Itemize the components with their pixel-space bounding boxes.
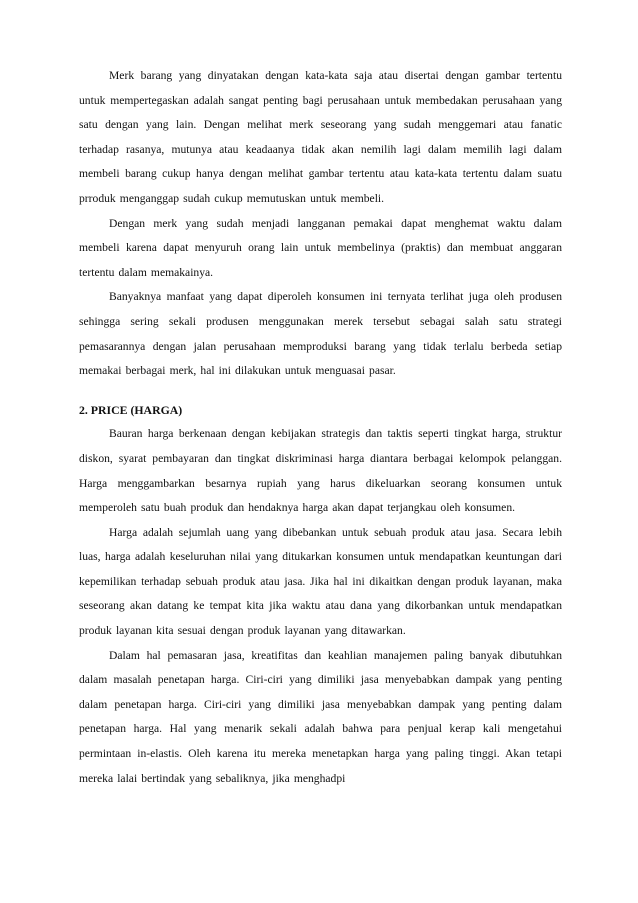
paragraph-merk-definition: Merk barang yang dinyatakan dengan kata-kata saja atau disertai dengan gambar tertentu untuk mempertegaskan adalah sangat penting bagi perusahaan untuk membedakan perusahaan yang satu dengan yang lain. Dengan melihat merk seseorang yang sudah menggemari atau fanatic terhadap rasanya, mutunya atau keadaanya tidak akan nemilih lagi dalam memilih lagi dalam membeli barang cukup hanya dengan melihat gambar tertentu atau kata-kata tertentu dalam suatu prroduk menganggap sudah cukup memutuskan untuk membeli. xyxy=(79,69,562,205)
paragraph-merk-benefit: Dengan merk yang sudah menjadi langganan pemakai dapat menghemat waktu dalam membeli karena dapat menyuruh orang lain untuk membelinya (praktis) dan membuat anggaran tertentu dalam memakainya. xyxy=(79,216,562,279)
document-page xyxy=(79,64,562,791)
section-heading-price: 2. PRICE (HARGA) xyxy=(79,402,183,417)
paragraph-price-mix: Bauran harga berkenaan dengan kebijakan strategis dan taktis seperti tingkat harga, struktur diskon, syarat pembayaran dan tingkat diskriminasi harga diantara berbagai kelompok pelanggan. Harga menggambarkan besarnya rupiah yang harus dikeluarkan seorang konsumen untuk memperoleh satu buah produk dan hendaknya harga akan dapat terjangkau oleh konsumen. xyxy=(79,427,562,515)
paragraph-price-definition: Harga adalah sejumlah uang yang dibebankan untuk sebuah produk atau jasa. Secara lebih luas, harga adalah keseluruhan nilai yang ditukarkan konsumen untuk mendapatkan keuntungan dari kepemilikan terhadap sebuah produk atau jasa. Jika hal ini dikaitkan dengan produk layanan, maka seseorang akan datang ke tempat kita jika waktu atau dana yang dikorbankan untuk mendapatkan produk layanan kita sesuai dengan produk layanan yang ditawarkan. xyxy=(79,525,562,638)
paragraph-price-service: Dalam hal pemasaran jasa, kreatifitas dan keahlian manajemen paling banyak dibutuhkan dalam masalah penetapan harga. Ciri-ciri yang dimiliki jasa menyebabkan dampak yang penting dalam penetapan harga. Ciri-ciri yang dimiliki jasa menyebabkan dampak yang penting dalam penetapan harga. Hal yang menarik sekali adalah bahwa para penjual kerap kali mengetahui permintaan in-elastis. Oleh karena itu mereka menetapkan harga yang paling tinggi. Akan tetapi mereka lalai bertindak yang sebaliknya, jika menghadpi xyxy=(79,648,562,785)
paragraph-merk-strategy: Banyaknya manfaat yang dapat diperoleh konsumen ini ternyata terlihat juga oleh produsen sehingga sering sekali produsen menggunakan merek tersebut sebagai salah satu strategi pemasarannya dengan jalan perusahaan memproduksi barang yang tidak terlalu berbeda setiap memakai berbagai merk, hal ini dilakukan untuk menguasai pasar. xyxy=(79,290,562,378)
